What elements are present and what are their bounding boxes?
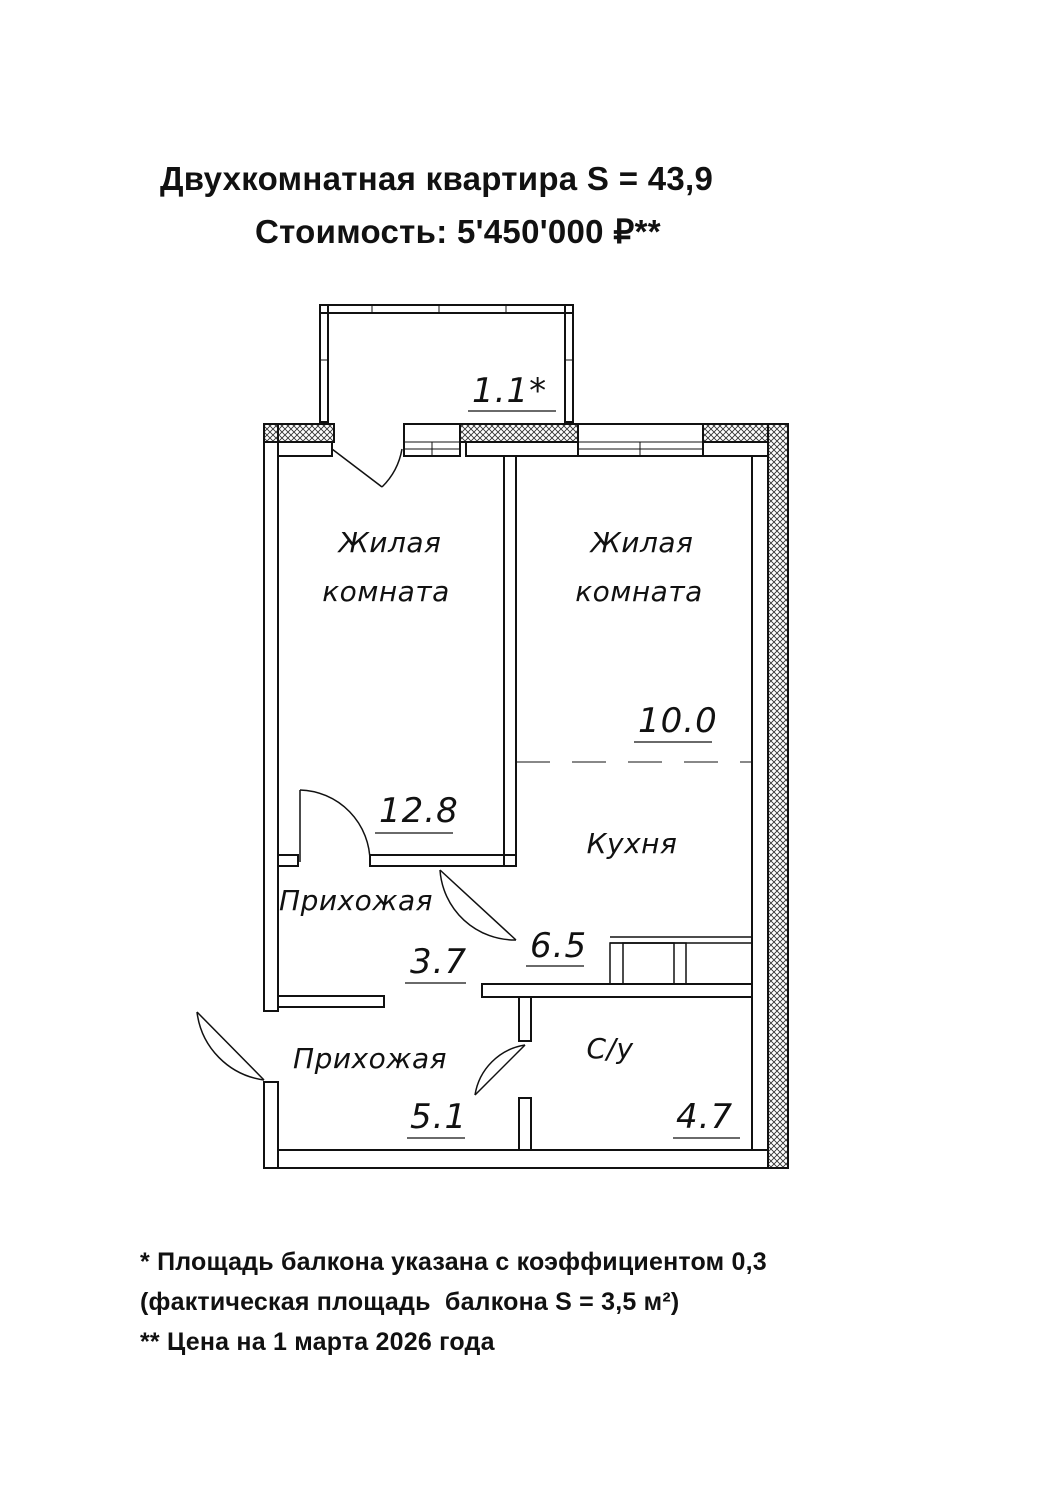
room1-name-line1: Жилая <box>338 526 442 559</box>
hall2-area: 5.1 <box>410 1097 468 1137</box>
room1-name-line2: комната <box>322 575 450 608</box>
kitchen-area: 6.5 <box>530 926 588 966</box>
room2-name-line1: Жилая <box>590 526 694 559</box>
bathroom-area: 4.7 <box>676 1097 734 1137</box>
area-underlines <box>375 411 740 1138</box>
hall1-name: Прихожая <box>279 884 433 917</box>
room2-area: 10.0 <box>638 701 718 741</box>
balcony-area: 1.1* <box>472 371 548 411</box>
price-label: Стоимость: 5'450'000 ₽** <box>255 213 661 250</box>
hall2-name: Прихожая <box>293 1042 447 1075</box>
stove-icon <box>610 937 752 984</box>
kitchen-name: Кухня <box>586 827 678 860</box>
footnote-price-date: ** Цена на 1 марта 2026 года <box>140 1328 495 1356</box>
footnote-balcony: * Площадь балкона указана с коэффициентом 0,3 <box>140 1248 767 1276</box>
bathroom-name: С/у <box>586 1032 634 1065</box>
room2-name-line2: комната <box>575 575 703 608</box>
footnote-balcony-actual: (фактическая площадь балкона S = 3,5 м²) <box>140 1288 680 1316</box>
hall1-area: 3.7 <box>410 942 468 982</box>
page-title: Двухкомнатная квартира S = 43,9 <box>160 160 714 197</box>
room1-area: 12.8 <box>379 791 459 831</box>
